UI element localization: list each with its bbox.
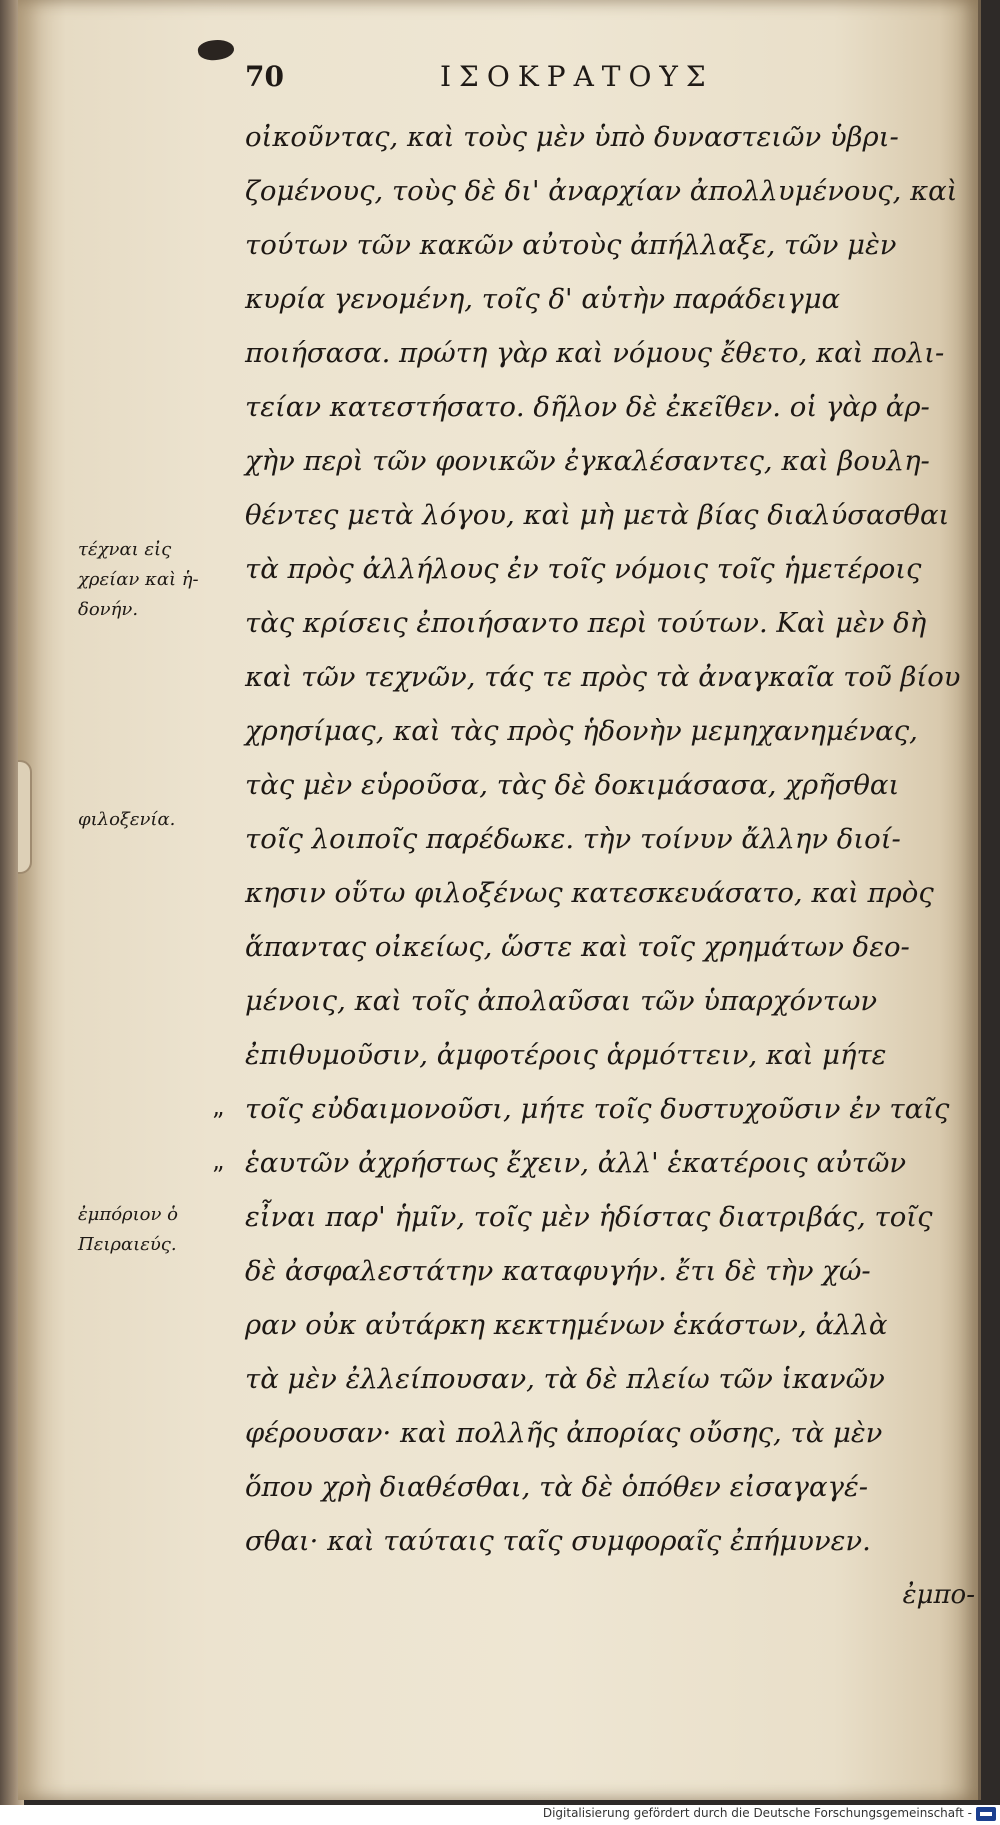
dfg-logo-icon (976, 1807, 996, 1821)
text-line: χὴν περὶ τῶν φονικῶν ἐγκαλέσαντες, καὶ βουλη- (245, 445, 930, 477)
margin-note-line: τέχναι εἰς (78, 539, 172, 560)
margin-note-line: φιλοξενία. (78, 809, 176, 830)
text-line: ραν οὐκ αὐτάρκη κεκτημένων ἑκάστων, ἀλλὰ (245, 1309, 888, 1341)
quote-mark: ” (212, 1162, 225, 1190)
margin-note-emporion (78, 1200, 238, 1260)
text-line: τοῖς λοιποῖς παρέδωκε. τὴν τοίνυν ἄλλην διοί- (245, 823, 901, 855)
text-line: τὰς κρίσεις ἐποιήσαντο περὶ τούτων. Καὶ μὲν δὴ (245, 607, 927, 639)
text-line: τοῖς εὐδαιμονοῦσι, μήτε τοῖς δυστυχοῦσιν ἐν ταῖς (245, 1093, 950, 1125)
quote-mark: ” (212, 1108, 225, 1136)
text-line: καὶ τῶν τεχνῶν, τάς τε πρὸς τὰ ἀναγκαῖα τοῦ βίου (245, 661, 961, 693)
page-fold-tab (18, 760, 32, 874)
text-line: τείαν κατεστήσατο. δῆλον δὲ ἐκεῖθεν. οἱ γὰρ ἀρ- (245, 391, 930, 423)
text-line: τὰ μὲν ἐλλείπουσαν, τὰ δὲ πλείω τῶν ἱκανῶν (245, 1363, 885, 1395)
margin-note-line: Πειραιεύς. (78, 1234, 177, 1255)
text-line: μένοις, καὶ τοῖς ἀπολαῦσαι τῶν ὑπαρχόντων (245, 985, 878, 1017)
running-title: ΙΣΟΚΡΑΤΟΥΣ (440, 60, 714, 93)
text-line: οἰκοῦντας, καὶ τοὺς μὲν ὑπὸ δυναστειῶν ὑβρι- (245, 121, 899, 153)
text-line: κυρία γενομένη, τοῖς δ' αὑτὴν παράδειγμα (245, 283, 841, 315)
text-line: εἶναι παρ' ἡμῖν, τοῖς μὲν ἡδίστας διατριβάς, τοῖς (245, 1201, 933, 1233)
text-line: φέρουσαν· καὶ πολλῆς ἀπορίας οὔσης, τὰ μὲν (245, 1417, 883, 1449)
text-line: ὅπου χρὴ διαθέσθαι, τὰ δὲ ὁπόθεν εἰσαγαγέ- (245, 1471, 868, 1503)
text-line: ἐπιθυμοῦσιν, ἀμφοτέροις ἁρμόττειν, καὶ μήτε (245, 1039, 887, 1071)
text-line: ζομένους, τοὺς δὲ δι' ἀναρχίαν ἀπολλυμένους, καὶ (245, 175, 958, 207)
margin-note-line: δονήν. (78, 599, 139, 620)
margin-note-philoxenia (78, 805, 238, 835)
digitization-footer (0, 1805, 1000, 1825)
margin-note-line: χρείαν καὶ ἡ- (78, 569, 199, 590)
text-line: χρησίμας, καὶ τὰς πρὸς ἡδονὴν μεμηχανημένας, (245, 715, 918, 747)
text-line: τούτων τῶν κακῶν αὐτοὺς ἀπήλλαξε, τῶν μὲν (245, 229, 897, 261)
text-line: τὰ πρὸς ἀλλήλους ἐν τοῖς νόμοις τοῖς ἡμετέροις (245, 553, 922, 585)
page-number: 70 (245, 60, 284, 93)
text-line: δὲ ἀσφαλεστάτην καταφυγήν. ἔτι δὲ τὴν χώ- (245, 1255, 871, 1287)
margin-note-technai (78, 535, 238, 625)
text-line: ποιήσασα. πρώτη γὰρ καὶ νόμους ἔθετο, καὶ πολι- (245, 337, 945, 369)
digitization-credit: Digitalisierung gefördert durch die Deutsche Forschungsgemeinschaft - (542, 1806, 972, 1820)
text-line: ἅπαντας οἰκείως, ὥστε καὶ τοῖς χρημάτων δεο- (245, 931, 910, 963)
text-line: τὰς μὲν εὑροῦσα, τὰς δὲ δοκιμάσασα, χρῆσθαι (245, 769, 900, 801)
margin-note-line: ἐμπόριον ὁ (78, 1204, 179, 1225)
page-header (245, 60, 785, 104)
text-line: ἑαυτῶν ἀχρήστως ἔχειν, ἀλλ' ἑκατέροις αὐτῶν (245, 1147, 907, 1179)
text-line: κησιν οὕτω φιλοξένως κατεσκευάσατο, καὶ πρὸς (245, 877, 934, 909)
text-line: σθαι· καὶ ταύταις ταῖς συμφοραῖς ἐπήμυνεν. (245, 1525, 871, 1557)
text-line: θέντες μετὰ λόγου, καὶ μὴ μετὰ βίας διαλύσασθαι (245, 499, 950, 531)
catchword: ἐμπο- (902, 1580, 975, 1610)
